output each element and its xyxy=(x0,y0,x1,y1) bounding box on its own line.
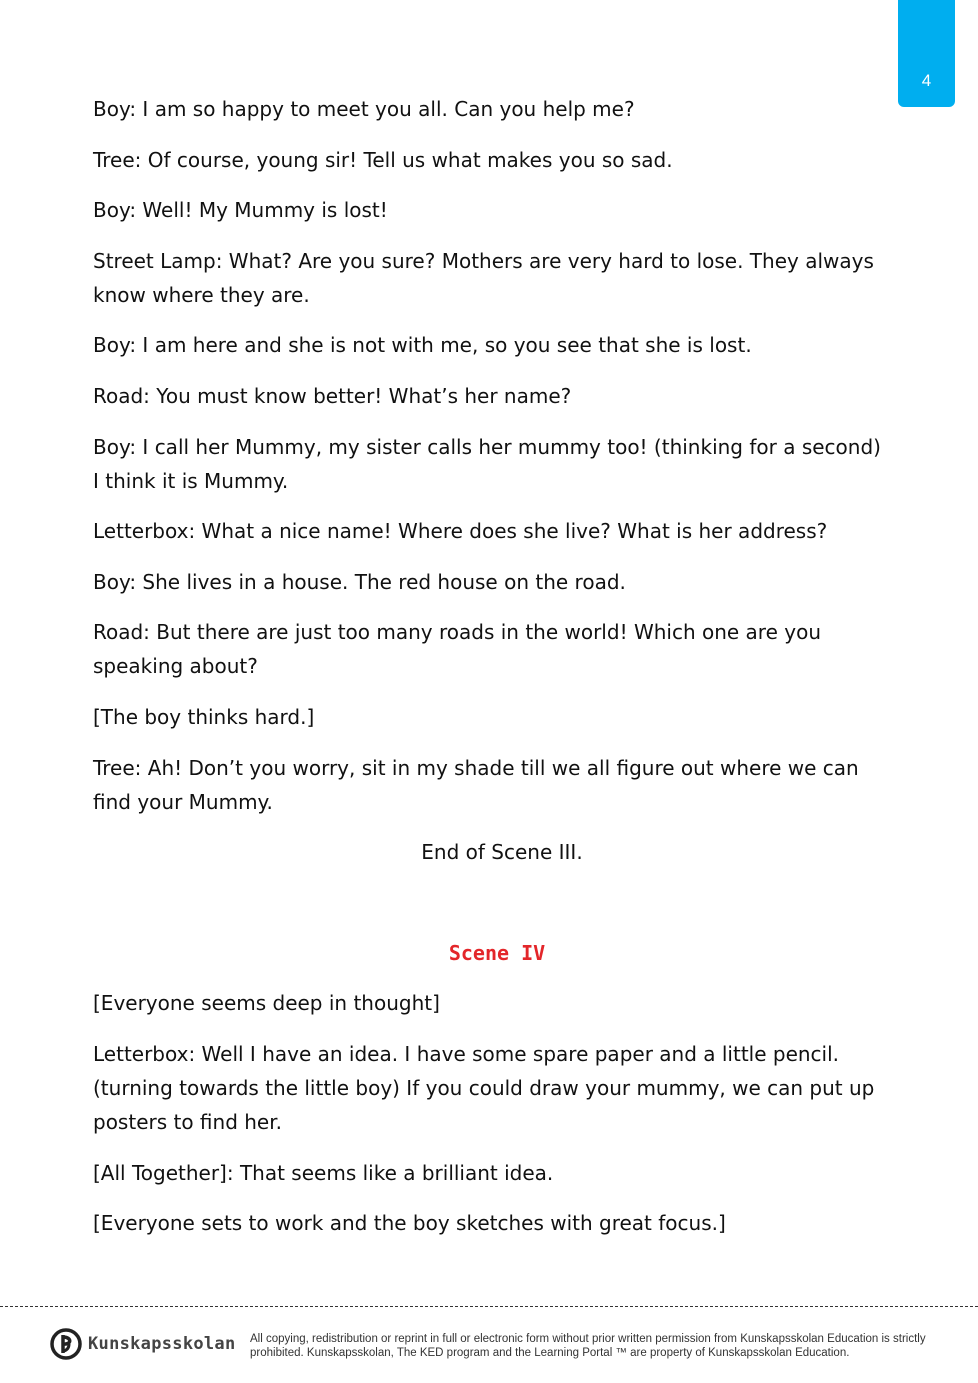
page-number: 4 xyxy=(921,71,932,90)
dialogue-line: Boy: I call her Mummy, my sister calls her mummy too! (thinking for a second) I think it is Mummy. xyxy=(93,434,881,493)
stage-direction: [The boy thinks hard.] xyxy=(93,704,315,729)
dialogue-line: Letterbox: Well I have an idea. I have some spare paper and a little pencil. (turning towards the little boy) If you could draw your mummy, we can put up posters to find her. xyxy=(93,1041,875,1134)
dialogue-line: Boy: She lives in a house. The red house on the road. xyxy=(93,569,626,594)
dialogue-line: Road: But there are just too many roads in the world! Which one are you speaking about? xyxy=(93,620,821,679)
kunskapsskolan-logo-icon xyxy=(50,1328,82,1360)
footer-divider xyxy=(0,1306,978,1307)
copyright-notice: All copying, redistribution or reprint in full or electronic form without prior written permission from Kunskapsskolan Education is strictly prohibited. Kunskapsskolan, The KED program and the Learning Portal ™ are property of Kunskapsskolan Education. xyxy=(250,1333,926,1359)
dialogue-line: Letterbox: What a nice name! Where does she live? What is her address? xyxy=(93,519,828,544)
dialogue-line: Road: You must know better! What’s her name? xyxy=(93,383,572,408)
section-spacer xyxy=(93,886,893,936)
script-content xyxy=(93,92,893,1257)
stage-direction: [Everyone seems deep in thought] xyxy=(93,991,440,1016)
scene-end: End of Scene III. xyxy=(421,840,583,865)
dialogue-line: Tree: Of course, young sir! Tell us what makes you so sad. xyxy=(93,147,673,172)
dialogue-line: Boy: I am so happy to meet you all. Can you help me? xyxy=(93,97,635,121)
scene-heading: Scene IV xyxy=(448,940,546,965)
dialogue-line: Street Lamp: What? Are you sure? Mothers are very hard to lose. They always know where they are. xyxy=(93,248,874,307)
footer-logo xyxy=(50,1328,236,1360)
logo-text: Kunskapsskolan xyxy=(88,1334,236,1354)
dialogue-line: [All Together]: That seems like a brilliant idea. xyxy=(93,1160,554,1185)
dialogue-line: Tree: Ah! Don’t you worry, sit in my shade till we all figure out where we can find your Mummy. xyxy=(93,755,859,814)
page-number-tab xyxy=(898,0,955,107)
dialogue-line: Boy: I am here and she is not with me, so you see that she is lost. xyxy=(93,333,752,358)
stage-direction: [Everyone sets to work and the boy sketches with great focus.] xyxy=(93,1211,726,1236)
dialogue-line: Boy: Well! My Mummy is lost! xyxy=(93,198,388,223)
